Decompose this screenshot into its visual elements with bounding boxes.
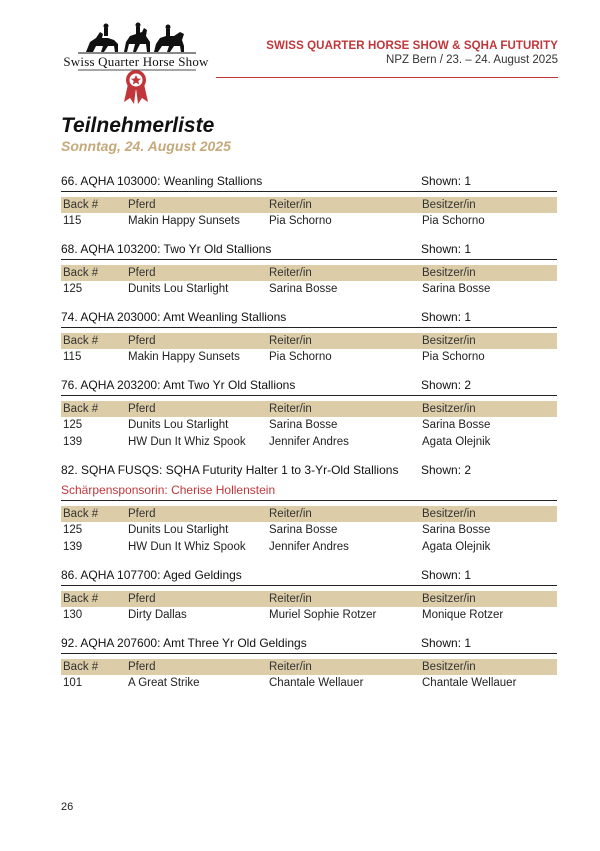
back-number: 139: [63, 541, 83, 553]
column-header: Besitzer/in: [422, 199, 476, 211]
rider-name: Jennifer Andres: [269, 541, 349, 553]
table-row: [61, 607, 557, 624]
rider-name: Sarina Bosse: [269, 419, 338, 431]
column-header: Back #: [63, 661, 99, 673]
page-number: 26: [61, 801, 74, 813]
rider-name: Chantale Wellauer: [269, 677, 364, 689]
table-header: [61, 591, 557, 607]
column-header: Pferd: [128, 508, 156, 520]
owner-name: Monique Rotzer: [422, 609, 504, 621]
horse-name: HW Dun It Whiz Spook: [128, 436, 246, 448]
class-block: [61, 463, 557, 556]
class-block: [61, 174, 557, 230]
column-header: Back #: [63, 593, 99, 605]
table-header: [61, 506, 557, 522]
horse-name: Makin Happy Sunsets: [128, 215, 240, 227]
column-header: Besitzer/in: [422, 661, 476, 673]
class-shown-count: Shown: 1: [421, 310, 472, 324]
table-row: [61, 539, 557, 556]
back-number: 115: [63, 351, 82, 363]
table-row: [61, 349, 557, 366]
back-number: 101: [63, 677, 83, 689]
column-header: Pferd: [128, 593, 156, 605]
owner-name: Agata Olejnik: [422, 436, 491, 448]
column-header: Reiter/in: [269, 335, 312, 347]
rider-name: Muriel Sophie Rotzer: [269, 609, 377, 621]
horse-name: Dunits Lou Starlight: [128, 283, 229, 295]
class-header: [61, 310, 557, 328]
class-shown-count: Shown: 2: [421, 378, 472, 392]
column-header: Pferd: [128, 335, 156, 347]
column-header: Reiter/in: [269, 267, 312, 279]
column-header: Back #: [63, 335, 99, 347]
class-title: 82. SQHA FUSQS: SQHA Futurity Halter 1 to 3-Yr-Old Stallions: [61, 463, 399, 477]
rider-name: Pia Schorno: [269, 351, 332, 363]
class-title: 76. AQHA 203200: Amt Two Yr Old Stallions: [61, 378, 296, 392]
class-shown-count: Shown: 2: [421, 463, 472, 477]
class-title: 74. AQHA 203000: Amt Weanling Stallions: [61, 310, 287, 324]
class-sponsor: Schärpensponsorin: Cherise Hollenstein: [61, 483, 557, 501]
horse-name: Dunits Lou Starlight: [128, 524, 229, 536]
table-header: [61, 265, 557, 281]
column-header: Reiter/in: [269, 661, 312, 673]
page-title: Teilnehmerliste: [61, 114, 215, 137]
column-header: Besitzer/in: [422, 508, 476, 520]
class-header: [61, 568, 557, 586]
column-header: Besitzer/in: [422, 335, 476, 347]
class-header: [61, 378, 557, 396]
column-header: Back #: [63, 267, 99, 279]
class-block: [61, 378, 557, 451]
back-number: 115: [63, 215, 82, 227]
owner-name: Chantale Wellauer: [422, 677, 517, 689]
horse-name: Dirty Dallas: [128, 609, 187, 621]
event-subtitle: NPZ Bern / 23. – 24. August 2025: [386, 54, 558, 66]
class-header: [61, 636, 557, 654]
column-header: Reiter/in: [269, 508, 312, 520]
class-block: [61, 310, 557, 366]
class-shown-count: Shown: 1: [421, 242, 472, 256]
event-title: SWISS QUARTER HORSE SHOW & SQHA FUTURITY: [266, 40, 558, 52]
rider-name: Jennifer Andres: [269, 436, 349, 448]
column-header: Back #: [63, 508, 99, 520]
page-date: Sonntag, 24. August 2025: [61, 138, 231, 154]
class-block: [61, 568, 557, 624]
header-info: [266, 40, 558, 66]
class-list: [61, 174, 557, 704]
table-row: [61, 675, 557, 692]
back-number: 125: [63, 283, 83, 295]
column-header: Besitzer/in: [422, 267, 476, 279]
table-header: [61, 659, 557, 675]
rider-name: Sarina Bosse: [269, 524, 338, 536]
class-title: 68. AQHA 103200: Two Yr Old Stallions: [61, 242, 272, 256]
class-header: [61, 242, 557, 260]
owner-name: Pia Schorno: [422, 351, 485, 363]
back-number: 130: [63, 609, 83, 621]
owner-name: Sarina Bosse: [422, 283, 491, 295]
column-header: Reiter/in: [269, 403, 312, 415]
table-row: [61, 434, 557, 451]
class-shown-count: Shown: 1: [421, 568, 472, 582]
table-row: [61, 522, 557, 539]
column-header: Pferd: [128, 403, 156, 415]
column-header: Besitzer/in: [422, 403, 476, 415]
table-header: [61, 333, 557, 349]
rider-name: Pia Schorno: [269, 215, 332, 227]
horse-name: Dunits Lou Starlight: [128, 419, 229, 431]
back-number: 139: [63, 436, 83, 448]
class-block: [61, 636, 557, 692]
column-header: Reiter/in: [269, 199, 312, 211]
back-number: 125: [63, 419, 83, 431]
table-row: [61, 213, 557, 230]
owner-name: Pia Schorno: [422, 215, 485, 227]
show-logo: [56, 16, 216, 106]
horse-name: Makin Happy Sunsets: [128, 351, 240, 363]
column-header: Pferd: [128, 267, 156, 279]
class-header: [61, 463, 557, 480]
class-title: 66. AQHA 103000: Weanling Stallions: [61, 174, 263, 188]
table-header: [61, 197, 557, 213]
column-header: Back #: [63, 403, 99, 415]
class-block: [61, 242, 557, 298]
header-divider: [216, 77, 558, 78]
back-number: 125: [63, 524, 83, 536]
table-row: [61, 281, 557, 298]
class-title: 86. AQHA 107700: Aged Geldings: [61, 568, 242, 582]
rider-name: Sarina Bosse: [269, 283, 338, 295]
class-header: [61, 174, 557, 192]
column-header: Pferd: [128, 199, 156, 211]
table-header: [61, 401, 557, 417]
column-header: Reiter/in: [269, 593, 312, 605]
owner-name: Sarina Bosse: [422, 419, 491, 431]
horse-name: HW Dun It Whiz Spook: [128, 541, 246, 553]
rosette-icon: [124, 70, 148, 104]
owner-name: Agata Olejnik: [422, 541, 491, 553]
table-row: [61, 417, 557, 434]
column-header: Back #: [63, 199, 99, 211]
column-header: Besitzer/in: [422, 593, 476, 605]
logo-wordmark: Swiss Quarter Horse Show: [63, 54, 209, 69]
class-title: 92. AQHA 207600: Amt Three Yr Old Geldings: [61, 636, 307, 650]
class-shown-count: Shown: 1: [421, 636, 472, 650]
horse-name: A Great Strike: [128, 677, 200, 689]
class-shown-count: Shown: 1: [421, 174, 472, 188]
column-header: Pferd: [128, 661, 156, 673]
owner-name: Sarina Bosse: [422, 524, 491, 536]
